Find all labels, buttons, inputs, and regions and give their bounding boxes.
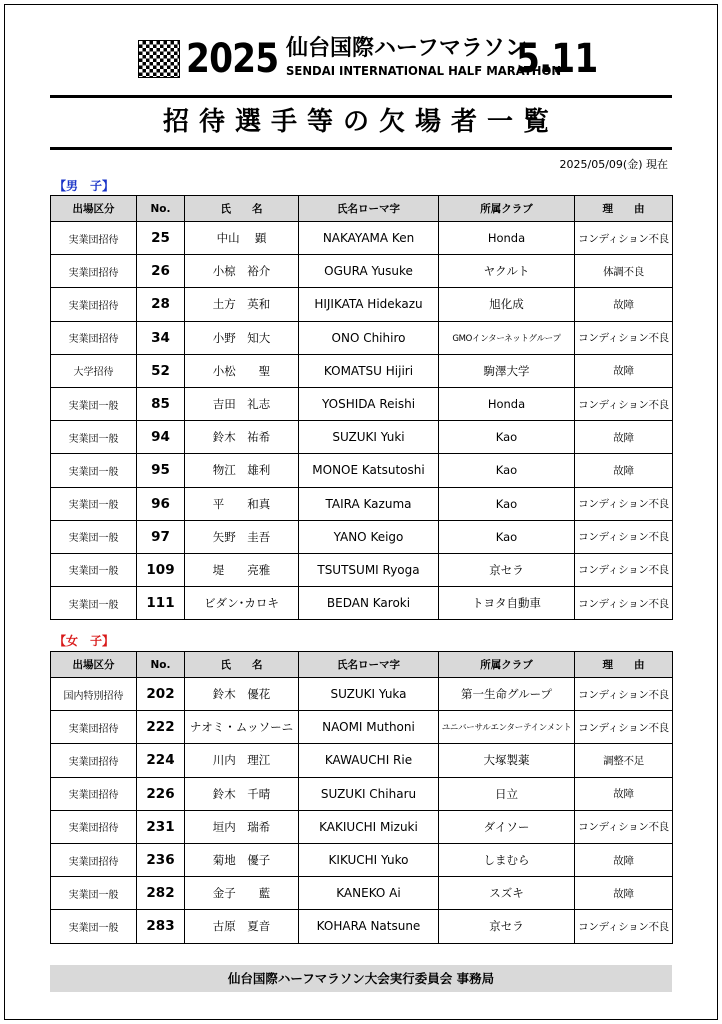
- reason-cell: コンディション不良: [575, 910, 673, 943]
- document-title: 招待選手等の欠場者一覧: [162, 107, 559, 137]
- romaji-cell: SUZUKI Yuka: [299, 678, 439, 711]
- name-cell: 鈴木 千晴: [185, 777, 299, 810]
- romaji-cell: KANEKO Ai: [299, 877, 439, 910]
- club-cell: 京セラ: [439, 553, 575, 586]
- bib-number-cell: 96: [137, 487, 185, 520]
- column-header: 出場区分: [51, 196, 137, 222]
- romaji-cell: ONO Chihiro: [299, 321, 439, 354]
- table-header-row: [51, 196, 673, 222]
- name-cell: 物江 雄利: [185, 454, 299, 487]
- male-section-label: 【男 子】: [54, 179, 115, 193]
- male-table-body: [51, 222, 673, 620]
- name-cell: 鈴木 祐希: [185, 421, 299, 454]
- table-row: [51, 487, 673, 520]
- name-cell: 中山 顕: [185, 222, 299, 255]
- category-cell: 実業団一般: [51, 553, 137, 586]
- club-cell: Honda: [439, 222, 575, 255]
- category-cell: 実業団招待: [51, 843, 137, 876]
- table-row: [51, 454, 673, 487]
- table-row: [51, 587, 673, 620]
- column-header: 理 由: [575, 196, 673, 222]
- table-row: [51, 288, 673, 321]
- table-row: [51, 421, 673, 454]
- column-header: 氏 名: [185, 196, 299, 222]
- name-cell: 平 和真: [185, 487, 299, 520]
- name-cell: ナオミ・ムッソーニ: [185, 711, 299, 744]
- event-title-en: SENDAI INTERNATIONAL HALF MARATHON: [286, 63, 562, 78]
- reason-cell: コンディション不良: [575, 678, 673, 711]
- bib-number-cell: 236: [137, 843, 185, 876]
- romaji-cell: BEDAN Karoki: [299, 587, 439, 620]
- reason-cell: 体調不良: [575, 255, 673, 288]
- reason-cell: 故障: [575, 421, 673, 454]
- category-cell: 実業団招待: [51, 810, 137, 843]
- reason-cell: 調整不足: [575, 744, 673, 777]
- reason-cell: コンディション不良: [575, 553, 673, 586]
- event-date: 5.11: [516, 36, 598, 82]
- romaji-cell: YANO Keigo: [299, 520, 439, 553]
- bib-number-cell: 109: [137, 553, 185, 586]
- club-cell: 駒澤大学: [439, 354, 575, 387]
- table-row: [51, 711, 673, 744]
- reason-cell: コンディション不良: [575, 321, 673, 354]
- name-cell: 矢野 圭吾: [185, 520, 299, 553]
- club-cell: ヤクルト: [439, 255, 575, 288]
- category-cell: 国内特別招待: [51, 678, 137, 711]
- name-cell: 小椋 裕介: [185, 255, 299, 288]
- name-cell: 小野 知大: [185, 321, 299, 354]
- table-row: [51, 810, 673, 843]
- name-cell: 鈴木 優花: [185, 678, 299, 711]
- bib-number-cell: 34: [137, 321, 185, 354]
- column-header: 出場区分: [51, 652, 137, 678]
- reason-cell: 故障: [575, 877, 673, 910]
- bib-number-cell: 26: [137, 255, 185, 288]
- club-cell: 第一生命グループ: [439, 678, 575, 711]
- bib-number-cell: 222: [137, 711, 185, 744]
- table-row: [51, 678, 673, 711]
- category-cell: 実業団招待: [51, 321, 137, 354]
- table-row: [51, 354, 673, 387]
- name-cell: 小松 聖: [185, 354, 299, 387]
- club-cell: しまむら: [439, 843, 575, 876]
- male-table: [50, 195, 673, 620]
- column-header: 氏名ローマ字: [299, 196, 439, 222]
- table-row: [51, 321, 673, 354]
- name-cell: ビダン･カロキ: [185, 587, 299, 620]
- club-cell: 京セラ: [439, 910, 575, 943]
- as-of-date: 2025/05/09(金) 現在: [559, 158, 668, 171]
- table-row: [51, 520, 673, 553]
- club-cell: ダイソー: [439, 810, 575, 843]
- bib-number-cell: 224: [137, 744, 185, 777]
- female-section-label: 【女 子】: [54, 634, 115, 648]
- reason-cell: コンディション不良: [575, 487, 673, 520]
- romaji-cell: KAKIUCHI Mizuki: [299, 810, 439, 843]
- romaji-cell: OGURA Yusuke: [299, 255, 439, 288]
- table-row: [51, 255, 673, 288]
- reason-cell: 故障: [575, 843, 673, 876]
- romaji-cell: TSUTSUMI Ryoga: [299, 553, 439, 586]
- bib-number-cell: 282: [137, 877, 185, 910]
- table-row: [51, 222, 673, 255]
- romaji-cell: KOMATSU Hijiri: [299, 354, 439, 387]
- column-header: 氏名ローマ字: [299, 652, 439, 678]
- category-cell: 実業団一般: [51, 587, 137, 620]
- club-cell: Kao: [439, 520, 575, 553]
- table-header-row: [51, 652, 673, 678]
- romaji-cell: MONOE Katsutoshi: [299, 454, 439, 487]
- club-cell: Honda: [439, 387, 575, 420]
- category-cell: 実業団招待: [51, 777, 137, 810]
- club-cell: GMOインターネットグループ: [439, 321, 575, 354]
- bib-number-cell: 94: [137, 421, 185, 454]
- romaji-cell: KOHARA Natsune: [299, 910, 439, 943]
- column-header: 所属クラブ: [439, 196, 575, 222]
- name-cell: 古原 夏音: [185, 910, 299, 943]
- column-header: 所属クラブ: [439, 652, 575, 678]
- bib-number-cell: 95: [137, 454, 185, 487]
- category-cell: 実業団招待: [51, 744, 137, 777]
- romaji-cell: YOSHIDA Reishi: [299, 387, 439, 420]
- romaji-cell: HIJIKATA Hidekazu: [299, 288, 439, 321]
- reason-cell: 故障: [575, 288, 673, 321]
- club-cell: 日立: [439, 777, 575, 810]
- reason-cell: コンディション不良: [575, 587, 673, 620]
- club-cell: ユニバーサルエンターテインメント: [439, 711, 575, 744]
- club-cell: Kao: [439, 487, 575, 520]
- title-rule-bottom: [50, 147, 672, 150]
- bib-number-cell: 231: [137, 810, 185, 843]
- club-cell: Kao: [439, 421, 575, 454]
- romaji-cell: NAOMI Muthoni: [299, 711, 439, 744]
- category-cell: 実業団一般: [51, 387, 137, 420]
- name-cell: 吉田 礼志: [185, 387, 299, 420]
- category-cell: 大学招待: [51, 354, 137, 387]
- event-year: 2025: [186, 36, 279, 82]
- table-row: [51, 387, 673, 420]
- reason-cell: コンディション不良: [575, 711, 673, 744]
- event-header: [138, 36, 598, 86]
- reason-cell: コンディション不良: [575, 387, 673, 420]
- reason-cell: 故障: [575, 777, 673, 810]
- club-cell: トヨタ自動車: [439, 587, 575, 620]
- category-cell: 実業団招待: [51, 222, 137, 255]
- category-cell: 実業団招待: [51, 711, 137, 744]
- category-cell: 実業団一般: [51, 421, 137, 454]
- romaji-cell: NAKAYAMA Ken: [299, 222, 439, 255]
- reason-cell: コンディション不良: [575, 810, 673, 843]
- female-table-body: [51, 678, 673, 944]
- club-cell: 大塚製薬: [439, 744, 575, 777]
- table-row: [51, 877, 673, 910]
- event-title-jp: 仙台国際ハーフマラソン: [286, 36, 527, 61]
- romaji-cell: TAIRA Kazuma: [299, 487, 439, 520]
- bib-number-cell: 97: [137, 520, 185, 553]
- table-row: [51, 777, 673, 810]
- table-row: [51, 910, 673, 943]
- name-cell: 垣内 瑞希: [185, 810, 299, 843]
- table-row: [51, 553, 673, 586]
- name-cell: 金子 藍: [185, 877, 299, 910]
- romaji-cell: SUZUKI Yuki: [299, 421, 439, 454]
- reason-cell: 故障: [575, 454, 673, 487]
- category-cell: 実業団一般: [51, 520, 137, 553]
- bib-number-cell: 28: [137, 288, 185, 321]
- table-row: [51, 744, 673, 777]
- category-cell: 実業団招待: [51, 288, 137, 321]
- category-cell: 実業団招待: [51, 255, 137, 288]
- category-cell: 実業団一般: [51, 454, 137, 487]
- club-cell: スズキ: [439, 877, 575, 910]
- bib-number-cell: 283: [137, 910, 185, 943]
- name-cell: 土方 英和: [185, 288, 299, 321]
- checkered-flag-icon: [138, 40, 180, 78]
- reason-cell: 故障: [575, 354, 673, 387]
- name-cell: 堤 亮雅: [185, 553, 299, 586]
- bib-number-cell: 85: [137, 387, 185, 420]
- column-header: No.: [137, 652, 185, 678]
- name-cell: 菊地 優子: [185, 843, 299, 876]
- reason-cell: コンディション不良: [575, 222, 673, 255]
- name-cell: 川内 理江: [185, 744, 299, 777]
- footer-organizer: 仙台国際ハーフマラソン大会実行委員会 事務局: [50, 965, 672, 992]
- bib-number-cell: 25: [137, 222, 185, 255]
- category-cell: 実業団一般: [51, 910, 137, 943]
- romaji-cell: KIKUCHI Yuko: [299, 843, 439, 876]
- bib-number-cell: 226: [137, 777, 185, 810]
- title-rule-top: [50, 95, 672, 98]
- bib-number-cell: 111: [137, 587, 185, 620]
- reason-cell: コンディション不良: [575, 520, 673, 553]
- category-cell: 実業団一般: [51, 877, 137, 910]
- table-row: [51, 843, 673, 876]
- bib-number-cell: 202: [137, 678, 185, 711]
- category-cell: 実業団一般: [51, 487, 137, 520]
- column-header: No.: [137, 196, 185, 222]
- column-header: 氏 名: [185, 652, 299, 678]
- club-cell: Kao: [439, 454, 575, 487]
- club-cell: 旭化成: [439, 288, 575, 321]
- romaji-cell: SUZUKI Chiharu: [299, 777, 439, 810]
- female-table: [50, 651, 673, 944]
- bib-number-cell: 52: [137, 354, 185, 387]
- column-header: 理 由: [575, 652, 673, 678]
- romaji-cell: KAWAUCHI Rie: [299, 744, 439, 777]
